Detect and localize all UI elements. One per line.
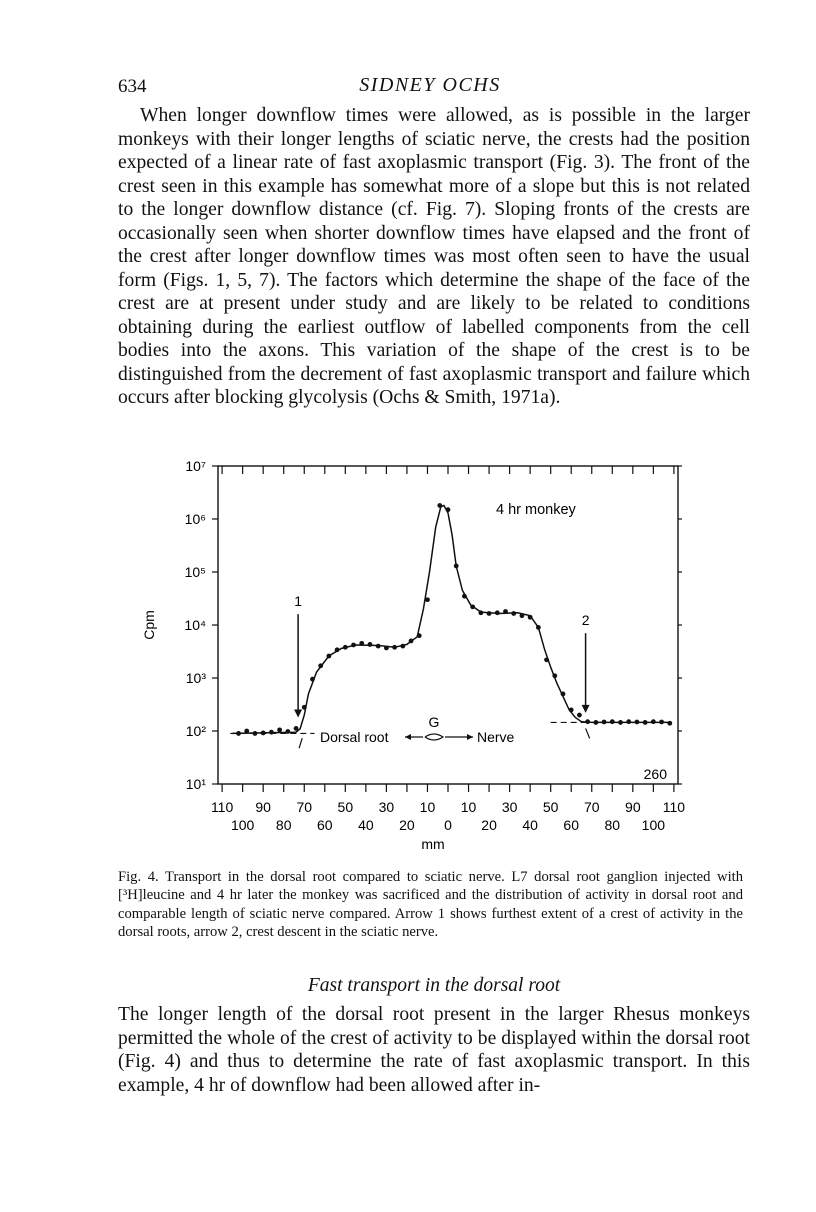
data-point — [495, 610, 500, 615]
data-point — [454, 564, 459, 569]
data-point — [326, 654, 331, 659]
data-point — [503, 609, 508, 614]
data-point — [277, 727, 282, 732]
data-points — [236, 503, 672, 736]
running-head-author: SIDNEY OCHS — [359, 74, 501, 96]
x-tick-label: 90 — [625, 799, 641, 815]
corner-label: 260 — [643, 766, 667, 782]
y-tick-label: 10¹ — [185, 776, 206, 792]
y-tick-label: 10⁴ — [184, 617, 206, 633]
x-tick-label: 20 — [399, 817, 415, 833]
data-point — [602, 720, 607, 725]
data-point — [528, 615, 533, 620]
data-point — [544, 657, 549, 662]
data-point — [470, 604, 475, 609]
fitted-curve — [230, 506, 669, 734]
data-point — [376, 644, 381, 649]
data-point — [318, 663, 323, 668]
data-point — [261, 731, 266, 736]
data-point — [384, 645, 389, 650]
chart-title: 4 hr monkey — [496, 502, 576, 518]
y-tick-label: 10² — [185, 723, 206, 739]
axis-ticks — [212, 466, 682, 792]
data-point — [626, 719, 631, 724]
data-point — [269, 730, 274, 735]
running-header — [110, 72, 750, 100]
data-point — [446, 507, 451, 512]
x-tick-label: 70 — [583, 799, 600, 815]
x-tick-label: 60 — [316, 817, 333, 833]
x-tick-label: 60 — [563, 817, 580, 833]
right-connector-head — [467, 734, 473, 740]
data-point — [302, 705, 307, 710]
y-tick-label: 10⁷ — [185, 458, 206, 474]
data-point — [285, 729, 290, 734]
data-point — [409, 639, 414, 644]
left-connector-head — [405, 734, 411, 740]
data-point — [643, 720, 648, 725]
arrow-head — [294, 709, 302, 717]
data-point — [400, 644, 405, 649]
data-point — [359, 641, 364, 646]
data-point — [310, 677, 315, 682]
data-point — [253, 731, 258, 736]
data-point — [425, 597, 430, 602]
data-point — [552, 673, 557, 678]
y-tick-labels — [184, 458, 206, 792]
data-point — [536, 625, 541, 630]
data-point — [651, 719, 656, 724]
body-paragraph-2: The longer length of the dorsal root present in the larger Rhesus monkeys permitted the whole of the crest of activity to be displayed within the dorsal root (Fig. 4) and thus to determine the rate of fast axoplasmic transport. In this example, 4 hr of downflow had been allowed after in- — [118, 1004, 750, 1096]
data-point — [667, 721, 672, 726]
data-point — [244, 729, 249, 734]
annotations — [294, 593, 590, 748]
x-tick-label: 100 — [230, 817, 255, 833]
data-point — [478, 610, 483, 615]
baseline-mark — [586, 728, 590, 738]
x-tick-label: 110 — [210, 799, 234, 815]
x-tick-label: 80 — [275, 817, 292, 833]
x-tick-label: 30 — [501, 799, 518, 815]
data-point — [577, 713, 582, 718]
data-point — [511, 611, 516, 616]
section-heading: Fast transport in the dorsal root — [307, 975, 561, 996]
x-tick-label: 20 — [481, 817, 497, 833]
x-tick-label: 40 — [522, 817, 538, 833]
data-point — [487, 611, 492, 616]
data-point — [610, 719, 615, 724]
transport-chart — [140, 444, 700, 864]
caption-label: Fig. 4. — [118, 869, 159, 885]
x-tick-label: 40 — [358, 817, 374, 833]
y-axis-label: Cpm — [141, 610, 157, 640]
y-tick-label: 10⁵ — [184, 564, 206, 580]
data-point — [520, 613, 525, 618]
x-tick-label: 90 — [255, 799, 271, 815]
data-point — [335, 647, 340, 652]
x-axis-label: mm — [421, 836, 445, 852]
dorsal-root-label: Dorsal root — [320, 729, 389, 745]
figure-4 — [140, 444, 700, 864]
baseline-mark — [299, 738, 302, 748]
data-point — [593, 720, 598, 725]
data-point — [343, 645, 348, 650]
nerve-label: Nerve — [477, 729, 515, 745]
x-tick-label: 10 — [419, 799, 436, 815]
arrow-label: 1 — [294, 593, 302, 610]
x-tick-labels — [211, 799, 685, 833]
ganglion-symbol — [425, 734, 443, 740]
data-point — [659, 720, 664, 725]
data-point — [561, 692, 566, 697]
data-point — [294, 726, 299, 731]
data-point — [462, 594, 467, 599]
data-point — [392, 645, 397, 650]
x-tick-label: 110 — [662, 799, 686, 815]
x-tick-label: 30 — [378, 799, 395, 815]
data-point — [635, 720, 640, 725]
figure-caption — [118, 868, 743, 941]
ganglion-label: G — [428, 714, 440, 730]
x-tick-label: 100 — [641, 817, 666, 833]
data-point — [618, 720, 623, 725]
x-tick-label: 50 — [542, 799, 559, 815]
data-point — [417, 633, 422, 638]
x-tick-label: 80 — [604, 817, 621, 833]
x-tick-label: 70 — [296, 799, 313, 815]
data-point — [236, 731, 241, 736]
arrow-label: 2 — [581, 612, 590, 629]
body-paragraph-1: When longer downflow times were allowed, as is possible in the larger monkeys with their longer lengths of sciatic nerve, the crests had the position expected of a linear rate of fast axoplasmic transport (Fig. 3). The front of the crest seen in this example has somewhat more of a slope but this is not related to the longer downflow distance (cf. Fig. 7). Sloping fronts of the crests are occasionally seen when shorter downflow times have elapsed and the front of the crest after longer downflow times was most often seen to have the usual form (Figs. 1, 5, 7). The factors which determine the shape of the face of the crest are at present under study and are likely to be related to conditions obtaining during the earliest outflow of labelled components from the cell bodies into the axons. This variation of the shape of the crest is to be distinguished from the decrement of fast axoplasmic transport and failure which occurs after blocking glycolysis (Ochs & Smith, 1971a). — [118, 105, 750, 408]
arrow-head — [582, 705, 590, 713]
data-point — [351, 643, 356, 648]
y-tick-label: 10³ — [185, 670, 206, 686]
data-point — [368, 642, 373, 647]
x-tick-label: 50 — [337, 799, 354, 815]
x-tick-label: 10 — [460, 799, 477, 815]
caption-text: Transport in the dorsal root compared to sciatic nerve. L7 dorsal root ganglion injected with [³H]leucine and 4 hr later the monkey was sacrificed and the distribution of activity in dorsal root and comparable length of sciatic nerve compared. Arrow 1 shows furthest extent of a crest of activity in the dorsal roots, arrow 2, crest descent in the sciatic nerve. — [118, 869, 744, 940]
data-point — [569, 708, 574, 713]
y-tick-label: 10⁶ — [184, 511, 206, 527]
data-point — [437, 503, 442, 508]
page-number: 634 — [118, 76, 147, 97]
x-tick-label: 0 — [444, 817, 452, 833]
data-point — [585, 719, 590, 724]
